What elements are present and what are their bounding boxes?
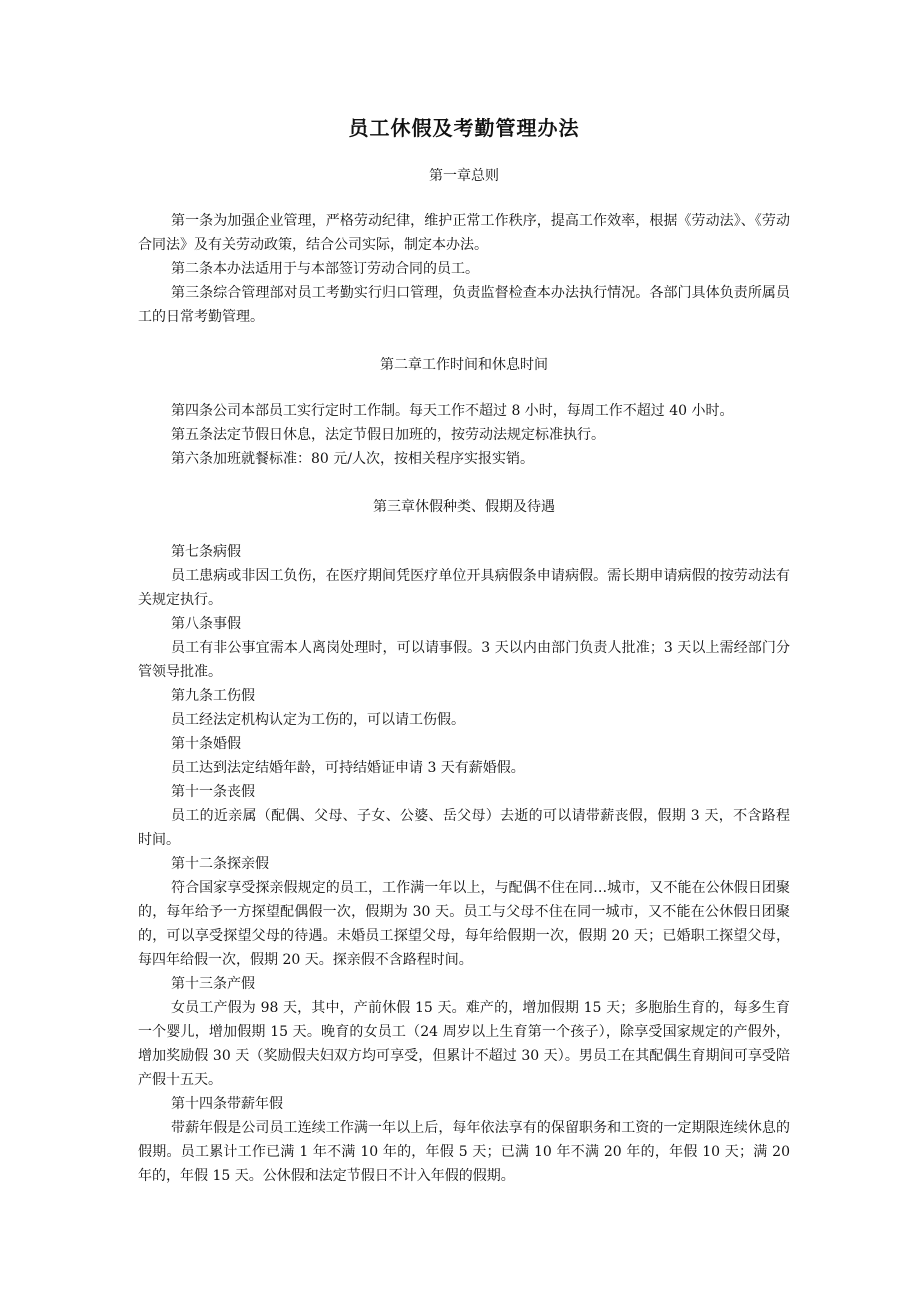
article-13-title: 第十三条产假 xyxy=(171,976,255,992)
article-11-body: 员工的近亲属（配偶、父母、子女、公婆、岳父母）去逝的可以请带薪丧假，假期 3 天，不含路程时间。 xyxy=(138,808,790,848)
article-12-body: 符合国家享受探亲假规定的员工，工作满一年以上，与配偶不住在同…城市，又不能在公休假日团聚的，每年给予一方探望配偶假一次，假期为 30 天。员工与父母不住在同一城市，又不能在公休假日团聚的，可以享受探望父母的待遇。未婚员工探望父母，每年给假期一次，假期 20 天；已婚职工探望父母，每四年给假一次，假期 20 天。探亲假不含路程时间。 xyxy=(138,880,790,968)
article-10-title: 第十条婚假 xyxy=(171,736,241,752)
article-4: 第四条公司本部员工实行定时工作制。每天工作不超过 8 小时，每周工作不超过 40 小时。 xyxy=(171,403,734,419)
article-14-title: 第十四条带薪年假 xyxy=(171,1096,283,1112)
article-9-body: 员工经法定机构认定为工伤的，可以请工伤假。 xyxy=(171,712,465,728)
article-6: 第六条加班就餐标准：80 元/人次，按相关程序实报实销。 xyxy=(171,451,534,467)
article-13-body: 女员工产假为 98 天，其中，产前休假 15 天。难产的，增加假期 15 天；多胞胎生育的，每多生育一个婴儿，增加假期 15 天。晚育的女员工（24 周岁以上生育第一个孩子），除享受国家规定的产假外，增加奖励假 30 天（奖励假夫妇双方均可享受，但累计不超过 30 天）。男员工在其配偶生育期间可享受陪产假十五天。 xyxy=(138,1000,790,1088)
article-12-title: 第十二条探亲假 xyxy=(171,856,269,872)
article-10-body: 员工达到法定结婚年龄，可持结婚证申请 3 天有薪婚假。 xyxy=(171,760,525,776)
chapter-3-heading: 第三章休假种类、假期及待遇 xyxy=(373,499,555,515)
article-3: 第三条综合管理部对员工考勤实行归口管理，负责监督检查本办法执行情况。各部门具体负责所属员工的日常考勤管理。 xyxy=(138,285,790,325)
document-title: 员工休假及考勤管理办法 xyxy=(348,116,580,140)
article-1: 第一条为加强企业管理，严格劳动纪律，维护正常工作秩序，提高工作效率，根据《劳动法》、《劳动合同法》及有关劳动政策，结合公司实际，制定本办法。 xyxy=(138,213,790,253)
chapter-2-heading: 第二章工作时间和休息时间 xyxy=(380,357,548,373)
article-8-title: 第八条事假 xyxy=(171,616,241,632)
article-8-body: 员工有非公事宜需本人离岗处理时，可以请事假。3 天以内由部门负责人批准；3 天以上需经部门分管领导批准。 xyxy=(138,640,790,680)
article-5: 第五条法定节假日休息，法定节假日加班的，按劳动法规定标准执行。 xyxy=(171,427,605,443)
article-11-title: 第十一条丧假 xyxy=(171,784,255,800)
article-14-body: 带薪年假是公司员工连续工作满一年以上后，每年依法享有的保留职务和工资的一定期限连续休息的假期。员工累计工作已满 1 年不满 10 年的，年假 5 天；已满 10 年不满 20 年的，年假 10 天；满 20 年的，年假 15 天。公休假和法定节假日不计入年假的假期。 xyxy=(138,1120,790,1184)
article-9-title: 第九条工伤假 xyxy=(171,688,255,704)
article-7-body: 员工患病或非因工负伤，在医疗期间凭医疗单位开具病假条申请病假。需长期申请病假的按劳动法有关规定执行。 xyxy=(138,568,790,608)
article-7-title: 第七条病假 xyxy=(171,544,241,560)
chapter-1-heading: 第一章总则 xyxy=(429,168,499,184)
article-2: 第二条本办法适用于与本部签订劳动合同的员工。 xyxy=(171,261,479,277)
